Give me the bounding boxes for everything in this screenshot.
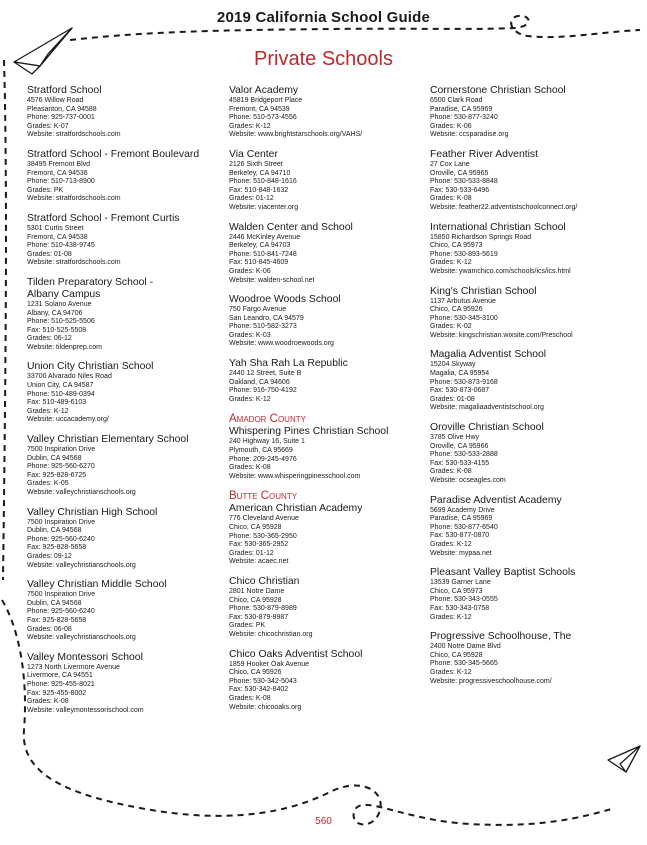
- school-name: Stratford School - Fremont Boulevard: [27, 148, 200, 160]
- school-entry: [229, 358, 427, 404]
- school-details: 1137 Arbutus Avenue Chico, CA 95926 Phone: 530-345-3100 Grades: K-02 Website: kingschristian.wixsite.com/Preschool: [430, 297, 573, 339]
- school-name: Oroville Christian School: [430, 422, 544, 434]
- school-name: Valor Academy: [229, 85, 299, 96]
- school-details: 4576 Willow Road Pleasanton, CA 94588 Phone: 925-737-0001 Grades: K-07 Website: stratfordschools.com: [27, 97, 121, 139]
- column-2: [229, 85, 427, 721]
- school-name: Feather River Adventist: [430, 148, 538, 160]
- school-details: 2801 Notre Dame Chico, CA 95928 Phone: 530-879-8989 Fax: 530-879-8987 Grades: PK Website: chicochristian.org: [229, 587, 313, 638]
- school-name: Tilden Preparatory School - Albany Campus: [27, 276, 154, 300]
- column-1: [27, 85, 225, 724]
- school-entry: [27, 277, 225, 353]
- school-entry: [229, 576, 427, 640]
- school-entry: [430, 495, 628, 559]
- school-entry: [430, 149, 628, 213]
- school-entry: [430, 422, 628, 486]
- school-details: 7500 Inspiration Drive Dublin, CA 94568 Phone: 925-560-6270 Fax: 925-828-6725 Grades: K-05 Website: valleychristianschools.org: [27, 446, 136, 496]
- document-title: 2019 California School Guide: [216, 9, 431, 26]
- school-name: Valley Christian Middle School: [27, 579, 167, 591]
- school-details: 6500 Clark Road Paradise, CA 95969 Phone: 530-877-3240 Grades: K-06 Website: ccsparadise.org: [430, 97, 509, 139]
- school-details: 3785 Olive Hwy Oroville, CA 95966 Phone: 530-533-2888 Fax: 530-533-4155 Grades: K-08 Website: ocseagles.com: [430, 434, 506, 484]
- school-name: Union City Christian School: [27, 361, 154, 373]
- school-details: 33700 Alvarado Niles Road Union City, CA 94587 Phone: 510-489-0394 Fax: 510-489-6103 Grades: K-12 Website: uccacademy.org/: [27, 373, 112, 424]
- school-name: International Christian School: [430, 221, 566, 233]
- school-name: Woodroe Woods School: [229, 294, 341, 306]
- school-name: Valley Montessori School: [27, 651, 143, 663]
- school-details: 15204 Skyway Magalia, CA 95954 Phone: 530-873-9168 Fax: 530-873-0687 Grades: 01-08 Website: magaliaadventistschool.org: [430, 361, 544, 412]
- school-entry: [430, 222, 628, 277]
- paper-plane-icon-small: [608, 746, 640, 772]
- school-details: 1859 Hooker Oak Avenue Chico, CA 95926 Phone: 530-342-5043 Fax: 530-342-8402 Grades: K-08 Website: chicooaks.org: [229, 660, 310, 711]
- school-entry: [229, 649, 427, 713]
- school-entry: [430, 286, 628, 341]
- page-number: 560: [315, 816, 332, 827]
- school-name: Stratford School: [27, 85, 102, 96]
- school-name: Valley Christian Elementary School: [27, 434, 189, 446]
- school-details: 13539 Garner Lane Chico, CA 95973 Phone: 530-343-0555 Fax: 530-343-0758 Grades: K-12: [430, 579, 498, 621]
- school-name: Pleasant Valley Baptist Schools: [430, 567, 576, 579]
- school-name: Via Center: [229, 148, 278, 160]
- section-title: Private Schools: [254, 48, 393, 70]
- school-name: Progressive Schoolhouse, The: [430, 631, 572, 643]
- county-heading: Amador County: [229, 413, 306, 426]
- school-details: 5301 Curtis Street Fremont, CA 94538 Phone: 510-438-9745 Grades: 01-08 Website: stratfordschools.com: [27, 224, 121, 267]
- school-entry: [229, 294, 427, 349]
- school-name: Cornerstone Christian School: [430, 85, 566, 96]
- school-entry: [27, 579, 225, 643]
- school-details: 2126 Sixth Street Berkeley, CA 94710 Phone: 510-848-1616 Fax: 510-848-1632 Grades: 01-12 Website: viacenter.org: [229, 160, 299, 211]
- school-details: 5699 Academy Drive Paradise, CA 95969 Phone: 530-877-6540 Fax: 530-877-0870 Grades: K-12 Website: mypaa.net: [430, 506, 498, 557]
- school-entry: [430, 85, 628, 140]
- school-entry: [27, 652, 225, 716]
- school-entry: [229, 85, 427, 140]
- school-details: 2446 McKinley Avenue Berkeley, CA 94703 Phone: 510-841-7248 Fax: 510-845-4609 Grades: K-06 Website: walden-school.net: [229, 233, 315, 284]
- school-entry: [229, 222, 427, 286]
- county-heading: Butte County: [229, 490, 298, 503]
- school-name: King's Christian School: [430, 285, 537, 297]
- school-details: 38495 Fremont Blvd Fremont, CA 94536 Phone: 510-713-8900 Grades: PK Website: stratfordschools.com: [27, 160, 121, 203]
- school-entry: [27, 149, 225, 204]
- school-entry: [27, 507, 225, 571]
- school-details: 750 Fargo Avenue San Leandro, CA 94579 Phone: 510-582-3273 Grades: K-03 Website: www.woodroewoods.org: [229, 306, 334, 348]
- school-details: 776 Cleveland Avenue Chico, CA 95928 Phone: 530-365-2950 Fax: 530-365-2952 Grades: 01-12 Website: acaec.net: [229, 515, 299, 566]
- school-entry: [430, 631, 628, 686]
- school-details: 45819 Bridgeport Place Fremont, CA 94539 Phone: 510-573-4556 Grades: K-12 Website: www.brightstarschools.org/VAHS/: [229, 97, 363, 139]
- school-name: Valley Christian High School: [27, 506, 158, 518]
- school-entry: [430, 567, 628, 622]
- school-details: 7500 Inspiration Drive Dublin, CA 94568 Phone: 925-560-6240 Fax: 925-828-5658 Grades: 09-12 Website: valleychristianschools.org: [27, 518, 136, 569]
- column-3: [430, 85, 628, 695]
- school-entry: [27, 361, 225, 425]
- school-name: Paradise Adventist Academy: [430, 494, 562, 506]
- school-entry: [430, 349, 628, 413]
- school-details: 240 Highway 16, Suite 1 Plymouth, CA 95669 Phone: 209-245-4976 Grades: K-08 Website: www.whisperingpinesschool.com: [229, 438, 361, 480]
- school-details: 1273 North Livermore Avenue Livermore, CA 94551 Phone: 925-455-8021 Fax: 925-455-8002 Grades: K-08 Website: valleymontessorischool.com: [27, 663, 144, 714]
- school-details: 1231 Solano Avenue Albany, CA 94706 Phone: 510-525-5506 Fax: 510-525-5508 Grades: 06-12 Website: tildenprep.com: [27, 300, 102, 351]
- school-name: Chico Oaks Adventist School: [229, 648, 363, 660]
- school-details: 15850 Richardson Springs Road Chico, CA 95973 Phone: 530-893-5619 Grades: K-12 Website: ywamchico.com/schools/ics/ics.html: [430, 233, 571, 275]
- school-entry: [27, 213, 225, 268]
- school-name: Yah Sha Rah La Republic: [229, 358, 348, 370]
- school-entry: [27, 434, 225, 498]
- school-details: 2440 12 Street, Suite B Oakland, CA 94606 Phone: 916-750-4192 Grades: K-12: [229, 370, 302, 403]
- school-details: 2400 Notre Dame Blvd Chico, CA 95928 Phone: 530-345-5665 Grades: K-12 Website: progressiveschoolhouse.com/: [430, 643, 552, 685]
- school-entry: [27, 85, 225, 140]
- school-entry: [229, 426, 427, 481]
- school-name: Chico Christian: [229, 575, 300, 587]
- school-name: Magalia Adventist School: [430, 349, 547, 361]
- school-details: 27 Cox Lane Oroville, CA 95965 Phone: 530-533-8848 Fax: 530-533-6496 Grades: K-08 Website: feather22.adventistschoolconnect.org/: [430, 160, 578, 211]
- school-name: Whispering Pines Christian School: [229, 426, 389, 438]
- school-name: American Christian Academy: [229, 503, 363, 515]
- school-name: Stratford School - Fremont Curtis: [27, 212, 180, 224]
- school-entry: [229, 149, 427, 213]
- school-entry: [229, 503, 427, 567]
- school-details: 7500 Inspiration Drive Dublin, CA 94568 Phone: 925-560-6240 Fax: 925-828-5658 Grades: 06-08 Website: valleychristianschools.org: [27, 591, 136, 642]
- school-name: Walden Center and School: [229, 221, 353, 233]
